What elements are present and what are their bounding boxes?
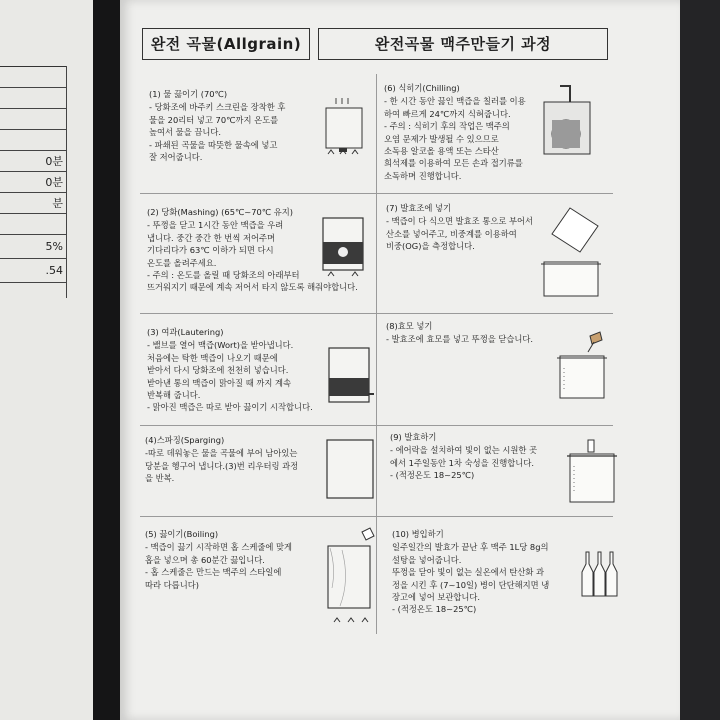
step-line: 뜨거워지기 때문에 계속 저어서 타지 않도록 해줘야합니다. <box>147 282 358 293</box>
step-line: 비중(OG)을 측정합니다. <box>386 241 475 252</box>
table-cell <box>0 67 66 88</box>
step-title: (2) 당화(Mashing) (65℃~70℃ 유지) <box>147 207 294 217</box>
step-title: (6) 식히기(Chilling) <box>384 83 460 93</box>
step-line: - 에어락을 설치하여 빛이 없는 시원한 곳 <box>390 445 538 456</box>
step-line: - 맥즙이 끓기 시작하면 홉 스케줄에 맞게 <box>145 542 293 553</box>
table-cell <box>0 214 66 235</box>
step-line: 설탕을 넣어줍니다. <box>392 554 462 565</box>
step-line: - 밸브를 열어 맥즙(Wort)을 받아냅니다. <box>147 340 294 351</box>
table-border <box>66 66 67 298</box>
page-subtitle-box: 완전곡물 맥주만들기 과정 <box>318 28 608 60</box>
row-divider <box>140 516 613 517</box>
step-title: (8)효모 넣기 <box>386 321 433 331</box>
step-line: 홉을 넣으며 총 60분간 끓입니다. <box>145 554 265 565</box>
step-line: 온도를 올려주세요. <box>147 257 217 268</box>
step-line: 산소를 넣어주고, 비중계를 이용하여 <box>386 228 517 239</box>
yeast-fermenter-icon <box>556 330 608 402</box>
table-cell: 분 <box>0 193 66 214</box>
step-line: - 당화조에 바주키 스크린을 장착한 후 <box>149 102 286 113</box>
step-line: - (적정온도 18~25℃) <box>392 604 477 615</box>
step-line: 높여서 물을 끕니다. <box>149 127 222 138</box>
step-line: - 뚜껑을 닫고 1시간 동안 맥즙을 우려 <box>147 220 284 231</box>
table-cell <box>0 109 66 130</box>
step-line: - 주의 : 식히기 후의 작업은 맥주의 <box>384 121 510 132</box>
table-cell <box>0 130 66 151</box>
step-line: 소독용 알코올 용액 또는 스타산 <box>384 146 499 157</box>
step-line: 뚜껑을 닫아 빛이 없는 실온에서 탄산화 과 <box>392 567 545 578</box>
page-title-box: 완전 곡물(Allgrain) <box>142 28 310 60</box>
table-cell: 0분 <box>0 151 66 172</box>
step-title: (5) 끓이기(Boiling) <box>145 529 219 539</box>
step-line: 당분을 헹구어 냅니다.(3)번 리우터링 과정 <box>145 460 299 471</box>
step-line: - 맥즙이 다 식으면 발효조 통으로 부어서 <box>386 216 534 227</box>
fermenting-bucket-icon <box>566 438 618 508</box>
step-line: - (적정온도 18~25℃) <box>390 470 475 481</box>
step-title: (3) 여과(Lautering) <box>147 327 224 337</box>
step-line: 처음에는 탁한 맥즙이 나오기 때문에 <box>147 352 278 363</box>
step-4 <box>145 434 321 485</box>
step-line: 소독하며 진행합니다. <box>384 170 462 181</box>
step-line: 반복해 줍니다. <box>147 390 201 401</box>
step-line: 냅니다. 중간 중간 한 번씩 저어주며 <box>147 232 276 243</box>
step-title: (4)스파징(Sparging) <box>145 435 225 445</box>
step-line: 에서 1주일동안 1차 숙성을 진행합니다. <box>390 457 534 468</box>
step-1 <box>149 88 325 163</box>
step-line: - 홉 스케줄은 만드는 맥주의 스타일에 <box>145 567 282 578</box>
step-line: - 한 시간 동안 끓인 맥즙을 칠러를 이용 <box>384 96 526 107</box>
page-gap-shadow <box>93 0 120 720</box>
lauter-tun-icon <box>324 344 374 408</box>
step-line: - 주의 : 온도를 올릴 때 당화조의 아래부터 <box>147 270 300 281</box>
row-divider <box>140 193 613 194</box>
previous-page-table <box>0 66 66 283</box>
step-5 <box>145 528 321 591</box>
step-8 <box>386 320 576 346</box>
step-line: 하여 빠르게 24℃까지 식혀줍니다. <box>384 108 511 119</box>
background-surface <box>680 0 720 720</box>
step-line: 장고에 넣어 보관합니다. <box>392 592 481 603</box>
sparging-tun-icon <box>324 438 376 502</box>
step-line: 일주일간의 발효가 끝난 후 맥주 1L당 8g의 <box>392 542 549 553</box>
boil-kettle-icon <box>322 526 378 626</box>
step-line: 받아낸 통의 맥즙이 맑아질 때 까지 계속 <box>147 377 292 388</box>
step-line: 오염 문제가 발생될 수 있으므로 <box>384 133 499 144</box>
step-line: 희석제를 이용하여 모든 손과 접기류를 <box>384 158 523 169</box>
step-line: - 발효조에 효모를 넣고 뚜껑을 닫습니다. <box>386 334 534 345</box>
row-divider <box>140 313 613 314</box>
step-line: 받아서 다시 당화조에 천천히 넣습니다. <box>147 365 289 376</box>
step-6 <box>384 82 562 182</box>
table-cell: 5% <box>0 235 66 259</box>
step-line: 물을 20리터 넣고 70℃까지 온도를 <box>149 114 279 125</box>
step-line: 잘 저어줍니다. <box>149 152 203 163</box>
mash-tun-icon <box>318 212 368 280</box>
step-line: 따라 다릅니다) <box>145 579 199 590</box>
step-10 <box>392 528 578 616</box>
kettle-heating-icon <box>320 92 368 162</box>
previous-page-sheet <box>0 0 93 720</box>
table-cell: .54 <box>0 259 66 283</box>
step-line: - 파쇄된 곡물을 따뜻한 물속에 넣고 <box>149 139 278 150</box>
step-line: 기다리다가 63℃ 이하가 되면 다시 <box>147 245 274 256</box>
chiller-icon <box>538 82 594 158</box>
row-divider <box>140 425 613 426</box>
step-title: (9) 발효하기 <box>390 432 437 442</box>
step-line: 을 반복. <box>145 473 175 484</box>
step-line: - 맑아진 맥즙은 따로 받아 끓이기 시작합니다. <box>147 402 313 413</box>
bottles-icon <box>578 548 622 598</box>
fermenter-pour-icon <box>538 200 610 298</box>
step-title: (10) 병입하기 <box>392 529 444 539</box>
step-line: -따로 데워놓은 물을 곡물에 부어 남아있는 <box>145 448 298 459</box>
step-line: 정을 시킨 후 (7~10일) 병이 단단해지면 냉 <box>392 579 550 590</box>
step-9 <box>390 431 568 482</box>
step-3 <box>147 326 323 414</box>
table-cell <box>0 88 66 109</box>
table-cell: 0분 <box>0 172 66 193</box>
step-title: (1) 물 끓이기 (70℃) <box>149 89 228 99</box>
step-title: (7) 발효조에 넣기 <box>386 203 452 213</box>
